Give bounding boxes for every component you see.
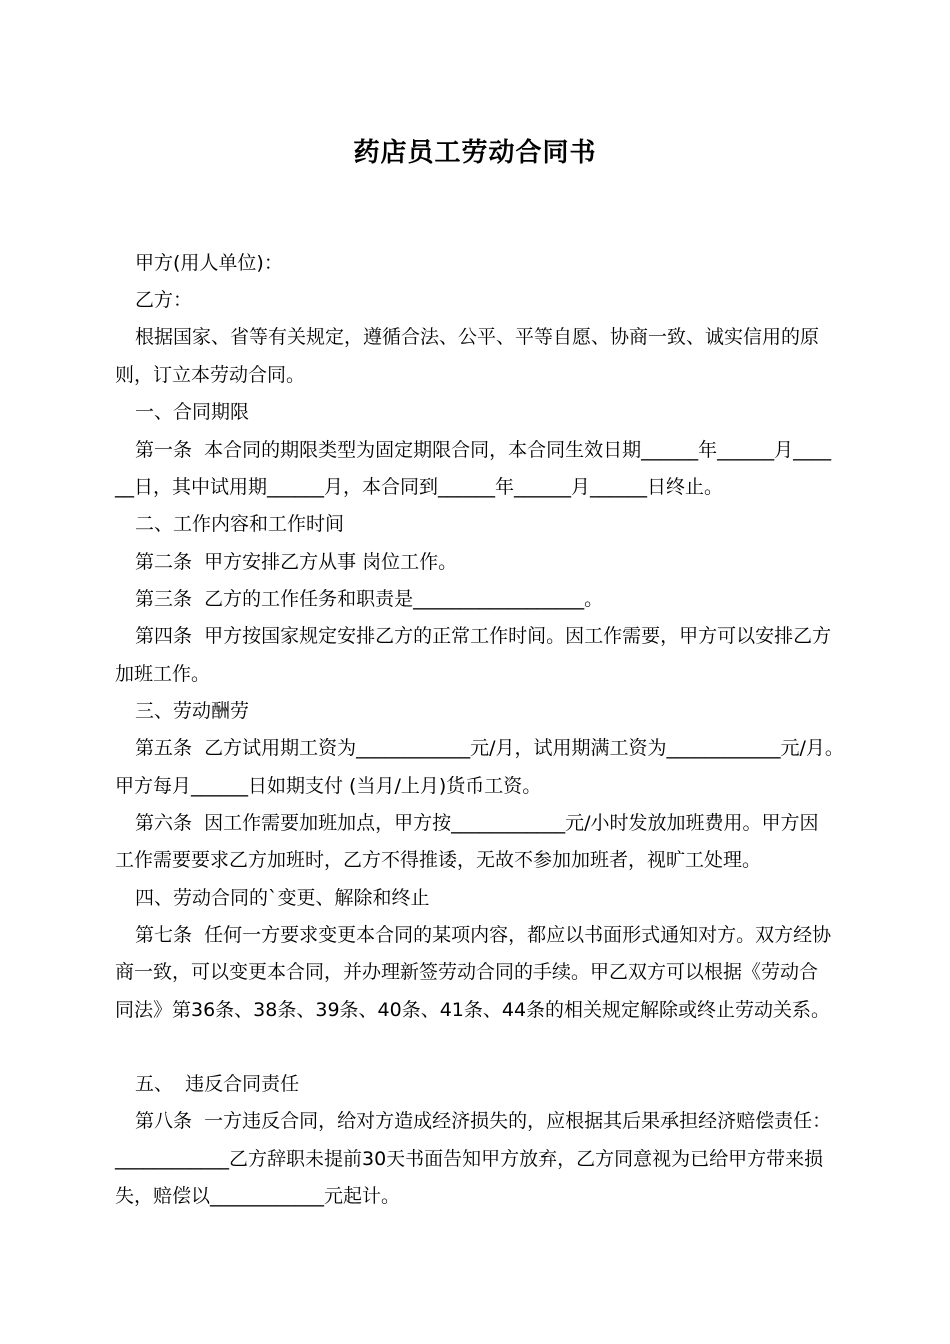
article-3-line: 第三条 乙方的工作任务和职责是__________________。	[135, 588, 604, 610]
section-4-heading: 四、劳动合同的`变更、解除和终止	[135, 887, 430, 909]
preamble-line-1: 根据国家、省等有关规定，遵循合法、公平、平等自愿、协商一致、诚实信用的原	[135, 326, 820, 348]
article-1-line-1: 第一条 本合同的期限类型为固定期限合同，本合同生效日期______年______月____	[135, 439, 832, 461]
article-7-line-3: 同法》第36条、38条、39条、40条、41条、44条的相关规定解除或终止劳动关系。	[115, 999, 831, 1021]
party-b-line: 乙方：	[135, 289, 193, 311]
section-5-heading: 五、 违反合同责任	[135, 1073, 300, 1095]
article-1-line-2: __日，其中试用期______月，本合同到______年______月______日终止。	[115, 476, 724, 498]
article-7-line-1: 第七条 任何一方要求变更本合同的某项内容，都应以书面形式通知对方。双方经协	[135, 924, 832, 946]
article-8-line-1: 第八条 一方违反合同，给对方造成经济损失的，应根据其后果承担经济赔偿责任：	[135, 1110, 832, 1132]
party-a-line: 甲方(用人单位)：	[135, 252, 283, 274]
article-4-line-2: 加班工作。	[115, 663, 211, 685]
article-5-line-1: 第五条 乙方试用期工资为____________元/月，试用期满工资为____________元/月。	[135, 737, 844, 759]
article-2-line: 第二条 甲方安排乙方从事 岗位工作。	[135, 551, 458, 573]
section-3-heading: 三、劳动酬劳	[135, 700, 250, 722]
article-5-line-2: 甲方每月______日如期支付 (当月/上月)货币工资。	[115, 775, 542, 797]
article-6-line-2: 工作需要要求乙方加班时，乙方不得推诿，无故不参加加班者，视旷工处理。	[115, 849, 762, 871]
article-7-line-2: 商一致，可以变更本合同，并办理新签劳动合同的手续。甲乙双方可以根据《劳动合	[115, 961, 819, 983]
article-6-line-1: 第六条 因工作需要加班加点，甲方按____________元/小时发放加班费用。甲方因	[135, 812, 819, 834]
section-2-heading: 二、工作内容和工作时间	[135, 513, 345, 535]
article-8-line-2: ____________乙方辞职未提前30天书面告知甲方放弃，乙方同意视为已给甲方带来损	[115, 1148, 824, 1170]
article-8-line-3: 失，赔偿以____________元起计。	[115, 1185, 401, 1207]
section-1-heading: 一、合同期限	[135, 401, 250, 423]
preamble-line-2: 则，订立本劳动合同。	[115, 364, 306, 386]
article-4-line-1: 第四条 甲方按国家规定安排乙方的正常工作时间。因工作需要，甲方可以安排乙方	[135, 625, 832, 647]
document-title: 药店员工劳动合同书	[353, 138, 597, 168]
